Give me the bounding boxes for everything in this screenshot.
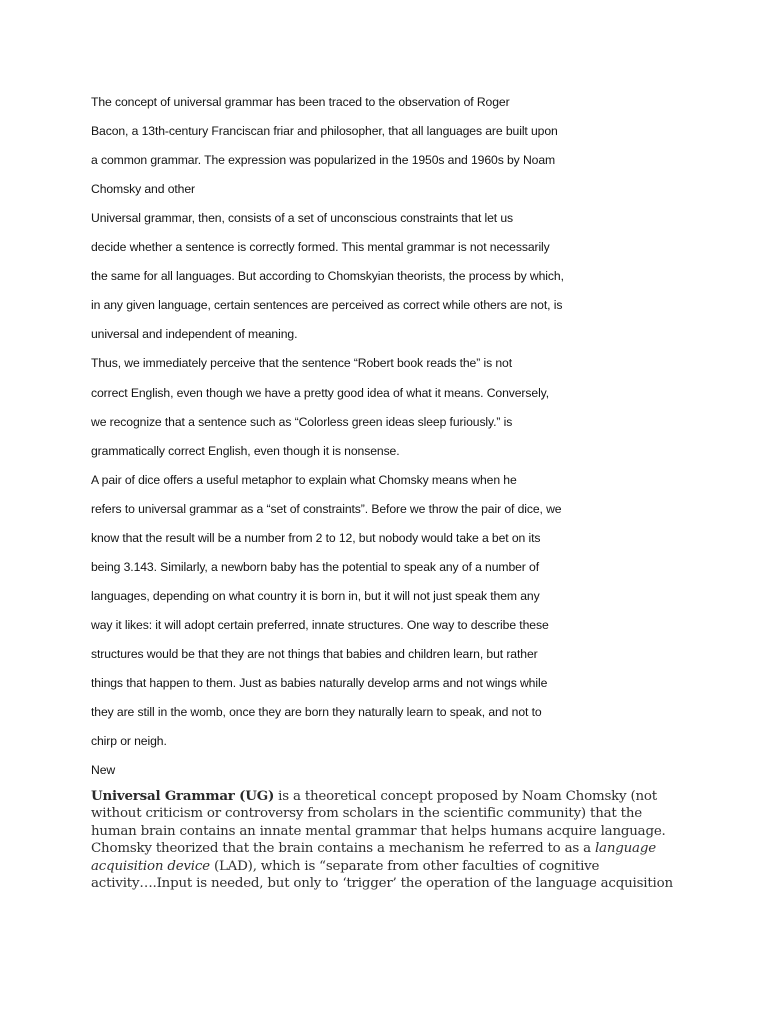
definition-line: without criticism or controversy from scholars in the scientific community) that the xyxy=(91,806,642,822)
text-line: in any given language, certain sentences are perceived as correct while others are not, is xyxy=(91,298,563,312)
universal-grammar-definition xyxy=(91,788,691,892)
text-line: way it likes: it will adopt certain preferred, innate structures. One way to describe these xyxy=(91,618,549,632)
text-line: we recognize that a sentence such as “Colorless green ideas sleep furiously.” is xyxy=(91,415,513,429)
term-universal-grammar: Universal Grammar (UG) xyxy=(91,788,275,804)
text-line: a common grammar. The expression was popularized in the 1950s and 1960s by Noam xyxy=(91,153,556,167)
text-line: The concept of universal grammar has been traced to the observation of Roger xyxy=(91,95,510,109)
text-line: structures would be that they are not things that babies and children learn, but rather xyxy=(91,647,538,661)
text-line: know that the result will be a number from 2 to 12, but nobody would take a bet on its xyxy=(91,531,541,545)
text-line: refers to universal grammar as a “set of constraints”. Before we throw the pair of dice, we xyxy=(91,502,562,516)
definition-line: activity….Input is needed, but only to ‘trigger’ the operation of the language acquisition xyxy=(91,876,673,892)
text-line: universal and independent of meaning. xyxy=(91,327,298,341)
text-line: correct English, even though we have a pretty good idea of what it means. Conversely, xyxy=(91,386,550,400)
text-line: they are still in the womb, once they are born they naturally learn to speak, and not to xyxy=(91,705,542,719)
definition-line: human brain contains an innate mental grammar that helps humans acquire language. xyxy=(91,823,666,839)
text-line: New xyxy=(91,763,116,777)
definition-line: Universal Grammar (UG) is a theoretical concept proposed by Noam Chomsky (not xyxy=(91,788,657,804)
text-line: decide whether a sentence is correctly formed. This mental grammar is not necessarily xyxy=(91,240,550,254)
text-line: Chomsky and other xyxy=(91,182,195,196)
text-line: chirp or neigh. xyxy=(91,734,167,748)
text-line: the same for all languages. But according to Chomskyian theorists, the process by which, xyxy=(91,269,564,283)
text-line: Bacon, a 13th-century Franciscan friar and philosopher, that all languages are built upon xyxy=(91,124,558,138)
text-line: Universal grammar, then, consists of a set of unconscious constraints that let us xyxy=(91,211,514,225)
text-line: being 3.143. Similarly, a newborn baby has the potential to speak any of a number of xyxy=(91,560,540,574)
definition-line: Chomsky theorized that the brain contains a mechanism he referred to as a language xyxy=(91,841,656,857)
text-line: languages, depending on what country it is born in, but it will not just speak them any xyxy=(91,589,540,603)
text-line: A pair of dice offers a useful metaphor to explain what Chomsky means when he xyxy=(91,473,517,487)
text-line: things that happen to them. Just as babies naturally develop arms and not wings while xyxy=(91,676,548,690)
text-line: Thus, we immediately perceive that the sentence “Robert book reads the” is not xyxy=(91,356,513,370)
definition-line: acquisition device (LAD), which is “separate from other faculties of cognitive xyxy=(91,858,600,874)
text-line: grammatically correct English, even though it is nonsense. xyxy=(91,444,400,458)
